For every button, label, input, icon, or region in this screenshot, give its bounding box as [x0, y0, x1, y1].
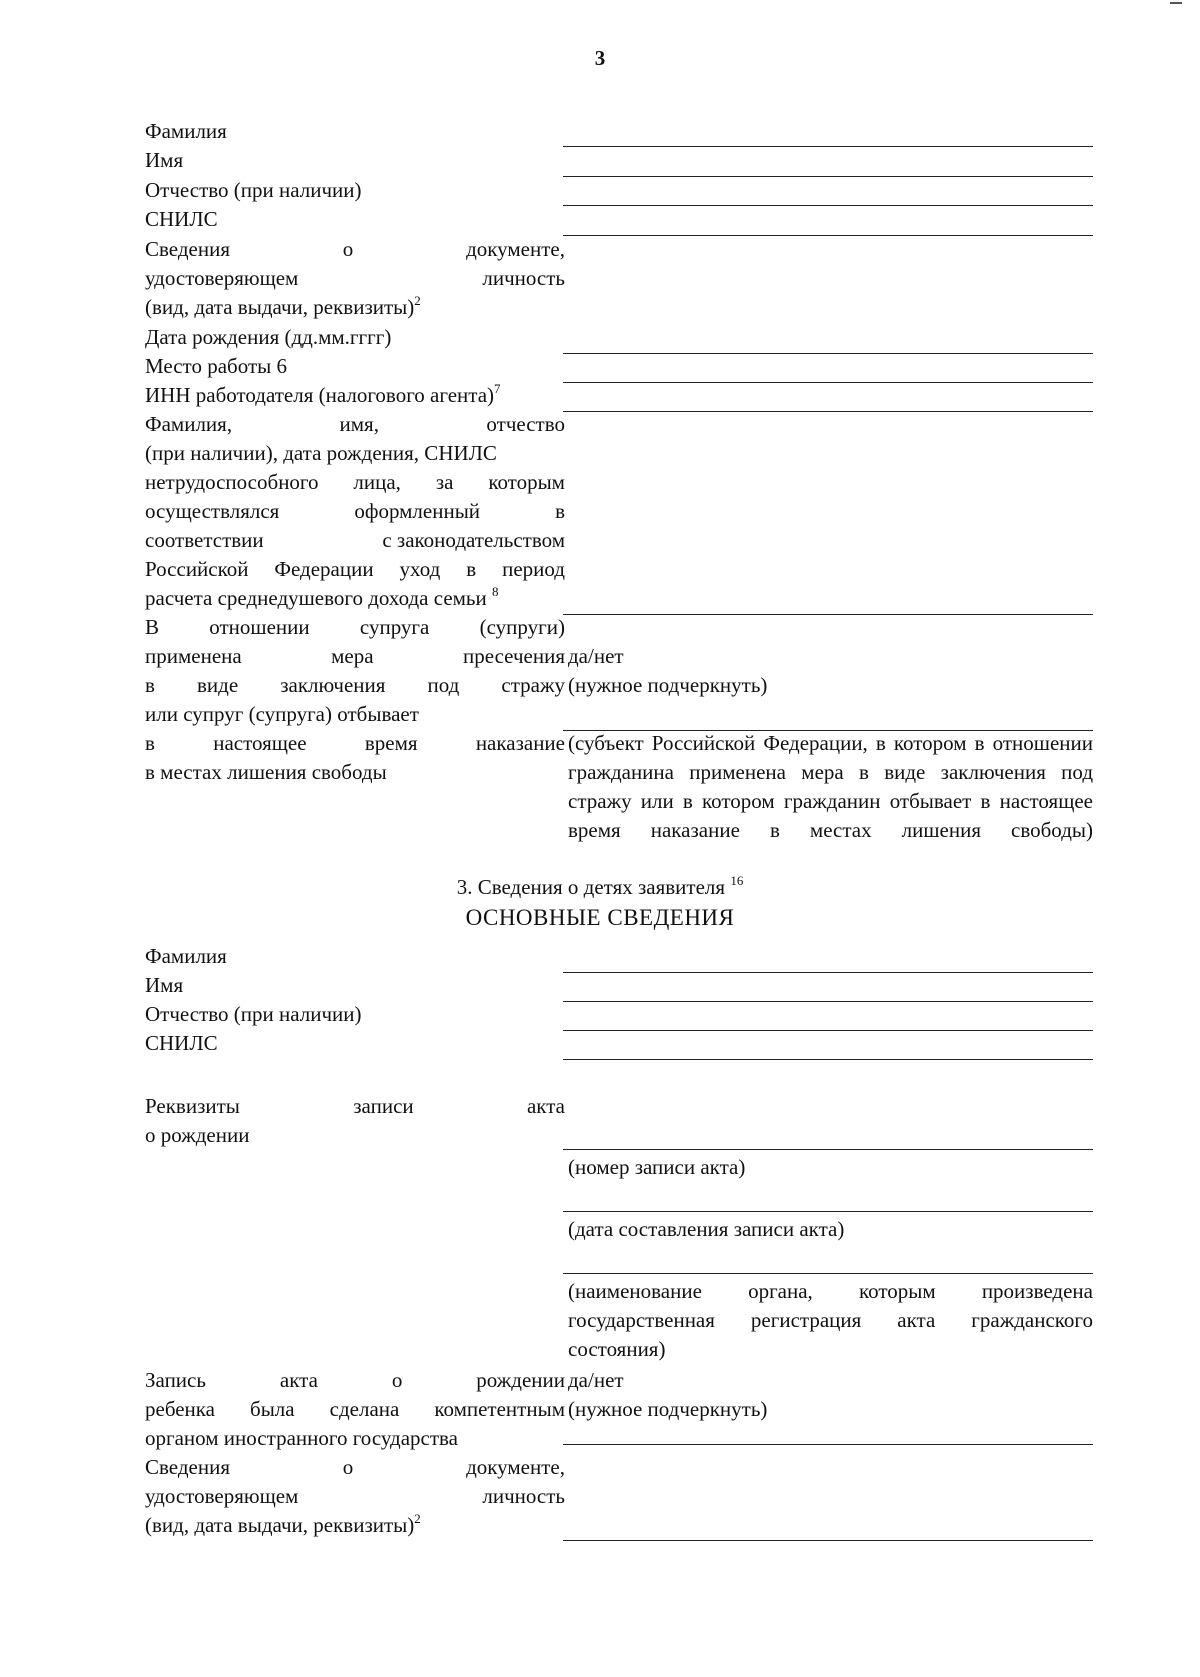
child-surname-label: Фамилия: [145, 944, 227, 968]
spouse-label-2: применена мера пресечения: [145, 644, 565, 668]
birth-act-label-1: Реквизиты записи акта: [145, 1094, 565, 1118]
birth-date-label: Дата рождения (дд.мм.гггг): [145, 325, 392, 349]
patronymic-field[interactable]: [563, 205, 1093, 206]
disabled-person-label-6: Российской Федерации уход в период: [145, 557, 565, 581]
surname-field[interactable]: [563, 146, 1093, 147]
disabled-person-label-1: Фамилия, имя, отчество: [145, 412, 565, 436]
child-snils-label: СНИЛС: [145, 1031, 218, 1055]
spouse-label-4: или супруг (супруга) отбывает: [145, 702, 419, 726]
foreign-act-underline-hint: (нужное подчеркнуть): [568, 1397, 768, 1421]
snils-field[interactable]: [563, 235, 1093, 236]
section-3-subtitle: ОСНОВНЫЕ СВЕДЕНИЯ: [465, 905, 735, 930]
workplace-label: Место работы 6: [145, 354, 287, 378]
foreign-act-label-3: органом иностранного государства: [145, 1426, 459, 1450]
foreign-act-label-1: Запись акта о рождении: [145, 1368, 565, 1392]
section-3-title: 3. Сведения о детях заявителя $^{16}$: [456, 873, 744, 899]
employer-inn-label: ИНН работодателя (налогового агента)$^7$: [145, 381, 501, 407]
spouse-yes-no[interactable]: да/нет: [568, 644, 624, 668]
workplace-field[interactable]: [563, 382, 1093, 383]
child-patronymic-label: Отчество (при наличии): [145, 1002, 362, 1026]
disabled-person-label-4: осуществлялся оформленный в: [145, 499, 565, 523]
act-date-field[interactable]: [563, 1211, 1093, 1212]
act-number-field[interactable]: [563, 1149, 1093, 1150]
spouse-label-1: В отношении супруга (супруги): [145, 615, 565, 639]
child-snils-field[interactable]: [563, 1059, 1093, 1060]
id-doc-line-2: удостоверяющем личность: [145, 266, 565, 290]
spouse-region-hint: (субъект Российской Федерации, в котором в отношении гражданина применена мера в виде заключения под стражу или в котором гражданин отбывает в настоящее время наказание в местах лишения свободы): [568, 731, 1093, 842]
name-field[interactable]: [563, 176, 1093, 177]
birth-act-label-2: о рождении: [145, 1123, 250, 1147]
id-doc-label-2: [145, 264, 565, 293]
foreign-act-label-2: ребенка была сделана компетентным: [145, 1397, 565, 1421]
child-id-doc-label-3: (вид, дата выдачи, реквизиты)$^2$: [145, 1511, 421, 1537]
act-body-hint: (наименование органа, которым произведена государственная регистрация акта гражданского состояния): [568, 1279, 1093, 1361]
spouse-label-6: в местах лишения свободы: [145, 760, 387, 784]
spouse-label-3: в виде заключения под стражу: [145, 673, 565, 697]
act-date-hint: (дата составления записи акта): [568, 1217, 845, 1241]
surname-label: Фамилия: [145, 119, 227, 143]
birth-date-field[interactable]: [563, 353, 1093, 354]
employer-inn-field[interactable]: [563, 411, 1093, 412]
id-doc-line-1: Сведения о документе,: [145, 237, 565, 261]
act-body-field[interactable]: [563, 1273, 1093, 1274]
child-name-label: Имя: [145, 973, 184, 997]
child-patronymic-field[interactable]: [563, 1030, 1093, 1031]
act-number-hint: (номер записи акта): [568, 1155, 746, 1179]
child-id-doc-field[interactable]: [563, 1540, 1093, 1541]
name-label: Имя: [145, 148, 184, 172]
disabled-person-label-5: соответствии с законодательством: [145, 528, 565, 552]
disabled-person-label-2: (при наличии), дата рождения, СНИЛС: [145, 441, 497, 465]
disabled-person-label-7: расчета среднедушевого дохода семьи $^8$: [145, 584, 499, 610]
disabled-person-field[interactable]: [563, 614, 1093, 615]
patronymic-label: Отчество (при наличии): [145, 178, 362, 202]
spouse-label-5: в настоящее время наказание: [145, 731, 565, 755]
disabled-person-label-3: нетрудоспособного лица, за которым: [145, 470, 565, 494]
child-surname-field[interactable]: [563, 972, 1093, 973]
corner-mark: [1170, 2, 1182, 4]
id-doc-label-3: (вид, дата выдачи, реквизиты)$^2$: [145, 293, 421, 319]
child-id-doc-label-1: Сведения о документе,: [145, 1455, 565, 1479]
child-name-field[interactable]: [563, 1001, 1093, 1002]
child-id-doc-label-2: удостоверяющем личность: [145, 1484, 565, 1508]
spouse-underline-hint: (нужное подчеркнуть): [568, 673, 768, 697]
foreign-act-yes-no[interactable]: да/нет: [568, 1368, 624, 1392]
snils-label: СНИЛС: [145, 207, 218, 231]
foreign-act-field[interactable]: [563, 1444, 1093, 1445]
id-doc-label-1: [145, 235, 565, 264]
page-number: 3: [594, 46, 606, 70]
